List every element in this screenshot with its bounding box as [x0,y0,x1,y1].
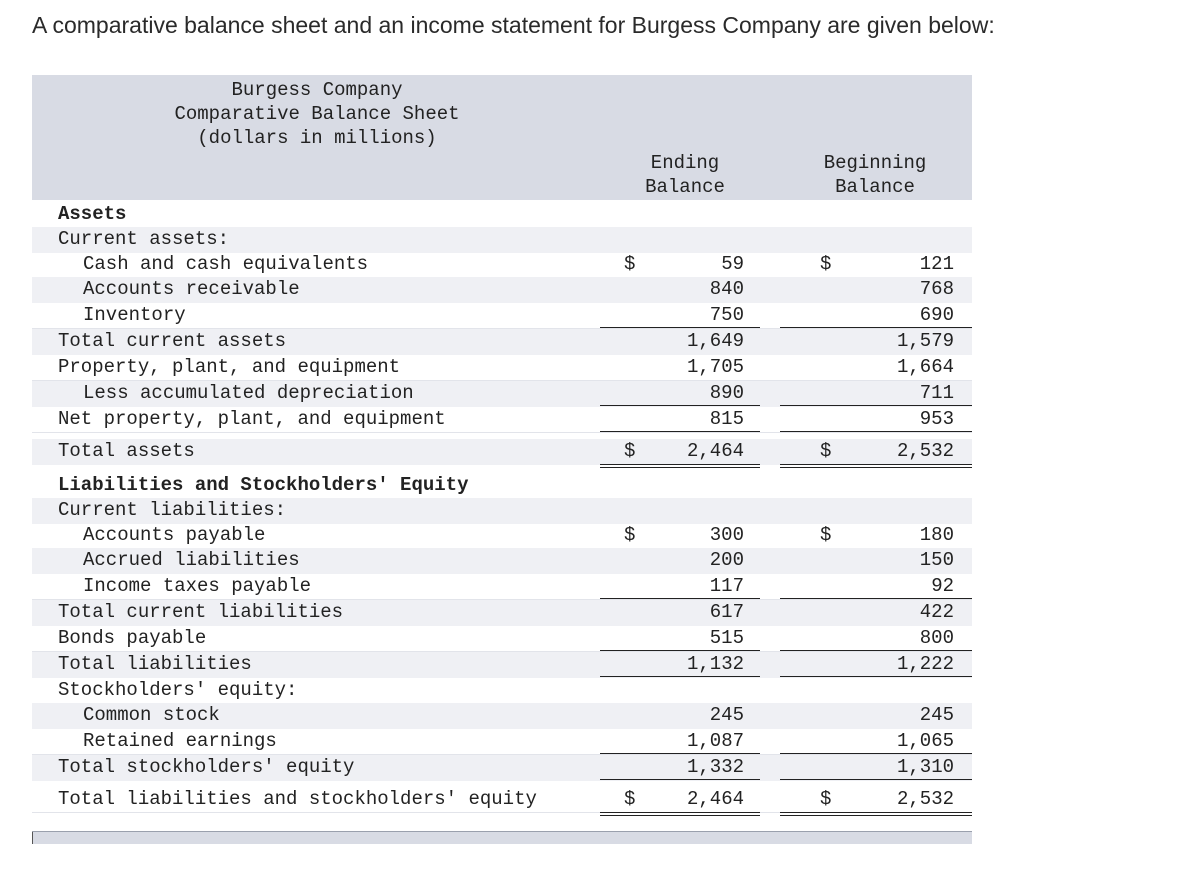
row-label: Stockholders' equity: [58,679,298,701]
row-label: Total current assets [58,330,287,352]
beginning-underline [780,676,972,677]
beginning-underline [780,467,972,468]
beginning-header-line2: Balance [835,176,915,198]
row-label: Total assets [58,440,195,462]
ending-balance-value: 515 [709,627,744,649]
ending-underline [600,431,760,432]
beginning-balance-value: 422 [919,601,954,623]
beginning-balance-value: 711 [919,382,954,404]
ending-balance-value: 1,132 [686,653,744,675]
ending-header-line1: Ending [650,152,720,174]
ending-balance-value: 1,087 [686,730,744,752]
row-label: Total stockholders' equity [58,756,355,778]
beginning-balance-value: 1,579 [896,330,954,352]
ending-underline [600,327,760,328]
beginning-underline [780,779,972,780]
row-label: Liabilities and Stockholders' Equity [58,474,469,496]
footer-tick [32,832,33,844]
ending-underline [600,467,760,468]
table-header [32,75,972,200]
company-name: Burgess Company [231,79,403,101]
ending-balance-value: 59 [721,253,744,275]
beginning-header-line1: Beginning [823,152,927,174]
ending-underline [600,815,760,816]
beginning-underline [780,464,972,465]
beginning-balance-value: 92 [931,575,954,597]
row-label: Accounts receivable [83,278,300,300]
row-label: Cash and cash equivalents [83,253,369,275]
ending-underline [600,812,760,813]
ending-balance-value: 245 [709,704,744,726]
row-divider [32,432,972,433]
balance-sheet-table [32,75,972,845]
beginning-underline [780,405,972,406]
row-label: Total current liabilities [58,601,344,623]
ending-balance-value: 1,705 [686,356,744,378]
row-label: Current liabilities: [58,499,287,521]
row-label: Inventory [83,304,186,326]
row-label: Net property, plant, and equipment [58,408,446,430]
beginning-balance-value: 2,532 [896,440,954,462]
ending-underline [600,676,760,677]
ending-underline [600,405,760,406]
beginning-balance-value: 2,532 [896,788,954,810]
ending-balance-value: 750 [709,304,744,326]
row-label: Assets [58,203,127,225]
beginning-underline [780,815,972,816]
beginning-dollar-sign: $ [820,788,832,810]
beginning-underline [780,650,972,651]
statement-units: (dollars in millions) [197,127,437,149]
ending-balance-value: 617 [709,601,744,623]
ending-header-line2: Balance [645,176,725,198]
beginning-balance-value: 1,065 [896,730,954,752]
ending-balance-value: 1,332 [686,756,744,778]
row-label: Bonds payable [58,627,207,649]
beginning-underline [780,753,972,754]
beginning-balance-value: 121 [919,253,954,275]
beginning-balance-value: 1,664 [896,356,954,378]
beginning-underline [780,598,972,599]
ending-balance-value: 117 [709,575,744,597]
beginning-balance-value: 180 [919,524,954,546]
beginning-balance-value: 800 [919,627,954,649]
beginning-balance-value: 1,310 [896,756,954,778]
ending-balance-value: 200 [709,549,744,571]
beginning-dollar-sign: $ [820,253,832,275]
ending-dollar-sign: $ [624,440,636,462]
ending-dollar-sign: $ [624,788,636,810]
intro-text: A comparative balance sheet and an income statement for Burgess Company are given below: [32,12,995,38]
row-label: Property, plant, and equipment [58,356,401,378]
ending-underline [600,779,760,780]
beginning-balance-value: 150 [919,549,954,571]
ending-balance-value: 840 [709,278,744,300]
ending-balance-value: 2,464 [686,440,744,462]
beginning-balance-value: 768 [919,278,954,300]
beginning-underline [780,812,972,813]
beginning-dollar-sign: $ [820,524,832,546]
ending-balance-value: 2,464 [686,788,744,810]
row-label: Accrued liabilities [83,549,300,571]
row-label: Current assets: [58,228,230,250]
row-label: Income taxes payable [83,575,312,597]
row-label: Common stock [83,704,220,726]
ending-underline [600,753,760,754]
table-footer-bar [32,831,972,844]
beginning-underline [780,431,972,432]
beginning-balance-value: 1,222 [896,653,954,675]
ending-balance-value: 300 [709,524,744,546]
beginning-balance-value: 953 [919,408,954,430]
ending-underline [600,464,760,465]
ending-dollar-sign: $ [624,253,636,275]
beginning-dollar-sign: $ [820,440,832,462]
ending-balance-value: 890 [709,382,744,404]
row-label: Accounts payable [83,524,266,546]
beginning-balance-value: 245 [919,704,954,726]
beginning-balance-value: 690 [919,304,954,326]
row-label: Retained earnings [83,730,277,752]
row-label: Less accumulated depreciation [83,382,414,404]
row-label: Total liabilities [58,653,252,675]
ending-underline [600,598,760,599]
ending-balance-value: 815 [709,408,744,430]
ending-underline [600,650,760,651]
ending-balance-value: 1,649 [686,330,744,352]
ending-dollar-sign: $ [624,524,636,546]
statement-title: Comparative Balance Sheet [174,103,460,125]
row-label: Total liabilities and stockholders' equity [58,788,537,810]
beginning-underline [780,327,972,328]
